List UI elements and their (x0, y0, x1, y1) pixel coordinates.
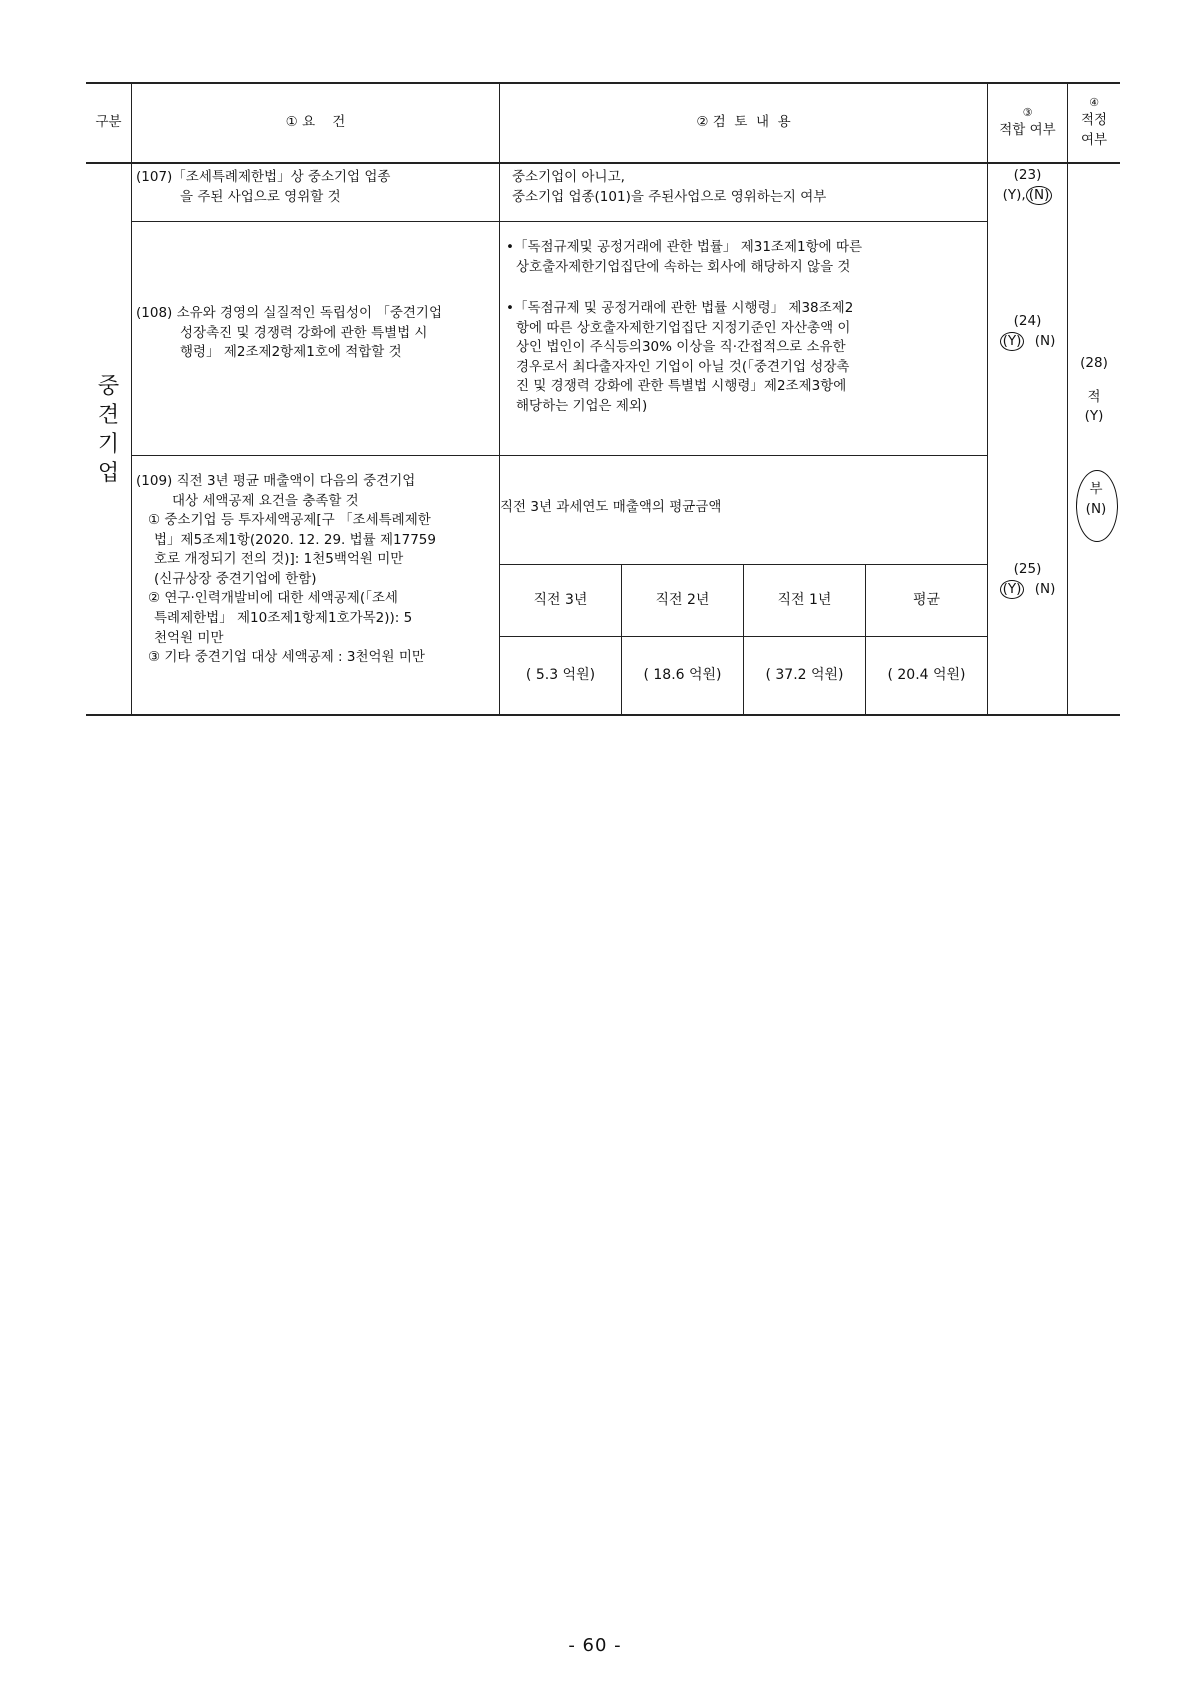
requirement-item: 법」제5조제1항(2020. 12. 29. 법률 제17759 (154, 531, 436, 548)
requirement-text: 행령」 제2조제2항제1호에 적합할 것 (180, 344, 402, 361)
row-107-fit (988, 166, 1067, 205)
review-bullet-cont: 상호출자제한기업집단에 속하는 회사에 해당하지 않을 것 (516, 258, 851, 275)
revenue-header-label: 직전 2년 (655, 592, 710, 609)
header-final-number: ④ (1089, 96, 1099, 110)
table-bottom-border (86, 714, 1120, 716)
requirement-item: (신규상장 중견기업에 한함) (154, 570, 317, 587)
review-bullet-cont: 항에 따른 상호출자제한기업집단 지정기준인 자산총액 이 (516, 319, 851, 336)
header-bottom-border (86, 162, 1120, 164)
category-midsize-enterprise (86, 372, 131, 488)
fit-option-yes-circled: (Y) (1000, 580, 1025, 600)
revenue-value: ( 20.4 억원) (887, 667, 966, 684)
row-107-requirement (132, 168, 498, 207)
row-108-fit (988, 312, 1067, 351)
review-bullet-cont: 해당하는 기업은 제외) (516, 397, 648, 414)
header-final-label-1: 적정 (1080, 112, 1108, 129)
revenue-header-label: 직전 3년 (533, 592, 588, 609)
revenue-value-2y (622, 637, 743, 714)
fit-option-yes-circled: (Y) (1000, 332, 1025, 352)
final-yes-label: 적 (1087, 388, 1101, 405)
revenue-value: ( 5.3 억원) (525, 667, 596, 684)
requirement-item: 특례제한법」 제10조제1항제1호가목2)): 5 (154, 609, 413, 626)
requirement-text: (107)「조세특례제한법」상 중소기업 업종 (136, 169, 391, 185)
final-no-label: 부 (1089, 481, 1103, 497)
revenue-header-3y (500, 565, 621, 636)
review-bullet-cont: 진 및 경쟁력 강화에 관한 특별법 시행령」제2조제3항에 (516, 378, 847, 395)
requirement-item: 천억원 미만 (154, 629, 224, 646)
requirement-item: ③ 기타 중견기업 대상 세액공제 : 3천억원 미만 (148, 649, 425, 666)
requirement-item: 호로 개정되기 전의 것)]: 1천5백억원 미만 (154, 551, 404, 568)
row-divider (131, 221, 987, 222)
category-char: 업 (97, 461, 120, 487)
requirement-text: 을 주된 사업으로 영위할 것 (180, 188, 341, 205)
review-bullet: •「독점규제 및 공정거래에 관한 법률 시행령」 제38조제2 (506, 300, 854, 317)
final-yes-code: (Y) (1084, 408, 1104, 425)
category-char: 중 (97, 374, 120, 399)
fit-number: (23) (1013, 167, 1042, 183)
page-number: - 60 - (568, 1635, 622, 1656)
row-divider (131, 455, 987, 456)
row-108-review (502, 238, 986, 417)
revenue-header-label: 평균 (912, 592, 941, 609)
final-no-code: (N) (1085, 500, 1107, 517)
fit-option-no: (N) (1034, 580, 1056, 597)
requirement-item: ① 중소기업 등 투자세액공제[구 「조세특례제한 (148, 512, 431, 529)
review-bullet-cont: 경우로서 최다출자자인 기업이 아닐 것(「중견기업 성장촉 (516, 358, 850, 375)
row-109-fit (988, 560, 1067, 599)
revenue-value-avg (866, 637, 987, 714)
revenue-value: ( 37.2 억원) (765, 667, 844, 684)
fit-number: (25) (1013, 561, 1042, 577)
review-text: 직전 3년 과세연도 매출액의 평균금액 (500, 499, 722, 515)
fit-number: (24) (1013, 313, 1042, 329)
header-review (500, 84, 987, 162)
revenue-value: ( 18.6 억원) (643, 667, 722, 684)
revenue-header-label: 직전 1년 (777, 592, 832, 609)
final-no-option (1068, 480, 1124, 519)
final-number: (28) (1080, 355, 1108, 371)
row-107-review (512, 168, 982, 207)
fit-option-no-circled: (N) (1026, 186, 1053, 206)
final-verdict (1068, 354, 1120, 427)
revenue-header-avg (866, 565, 987, 636)
revenue-header-1y (744, 565, 865, 636)
header-fit-label: 적합 여부 (999, 122, 1056, 139)
header-requirement (132, 84, 499, 162)
header-fit (988, 84, 1067, 162)
row-109-review-title (500, 498, 980, 518)
requirement-text: 성장촉진 및 경쟁력 강화에 관한 특별법 시 (180, 324, 428, 341)
requirement-item: ② 연구·인력개발비에 대한 세액공제(「조세 (148, 590, 398, 607)
revenue-value-3y (500, 637, 621, 714)
requirement-text: 대상 세액공제 요건을 충족할 것 (172, 492, 359, 509)
header-requirement-label: ① 요 건 (285, 114, 346, 131)
requirement-text: (109) 직전 3년 평균 매출액이 다음의 중견기업 (136, 473, 416, 489)
fit-option-yes: (Y), (1002, 186, 1026, 203)
review-text: 중소기업이 아니고, (512, 169, 625, 185)
header-final-label-2: 여부 (1080, 131, 1108, 148)
category-char: 기 (97, 432, 120, 458)
revenue-header-2y (622, 565, 743, 636)
review-bullet-cont: 상인 법인이 주식등의30% 이상을 직·간접적으로 소유한 (516, 339, 846, 356)
header-category-label: 구분 (95, 114, 122, 131)
review-text: 중소기업 업종(101)을 주된사업으로 영위하는지 여부 (512, 188, 827, 205)
revenue-value-1y (744, 637, 865, 714)
row-109-requirement (132, 472, 498, 668)
header-category (86, 84, 131, 162)
header-final (1068, 84, 1120, 162)
header-review-label: ② 검 토 내 용 (696, 114, 791, 131)
requirement-text: (108) 소유와 경영의 실질적인 독립성이 「중견기업 (136, 305, 442, 321)
category-char: 견 (97, 403, 120, 429)
fit-option-no: (N) (1034, 332, 1056, 349)
review-bullet: •「독점규제및 공정거래에 관한 법률」 제31조제1항에 따른 (506, 239, 863, 255)
row-108-requirement (132, 304, 498, 363)
header-fit-number: ③ (1022, 106, 1033, 120)
